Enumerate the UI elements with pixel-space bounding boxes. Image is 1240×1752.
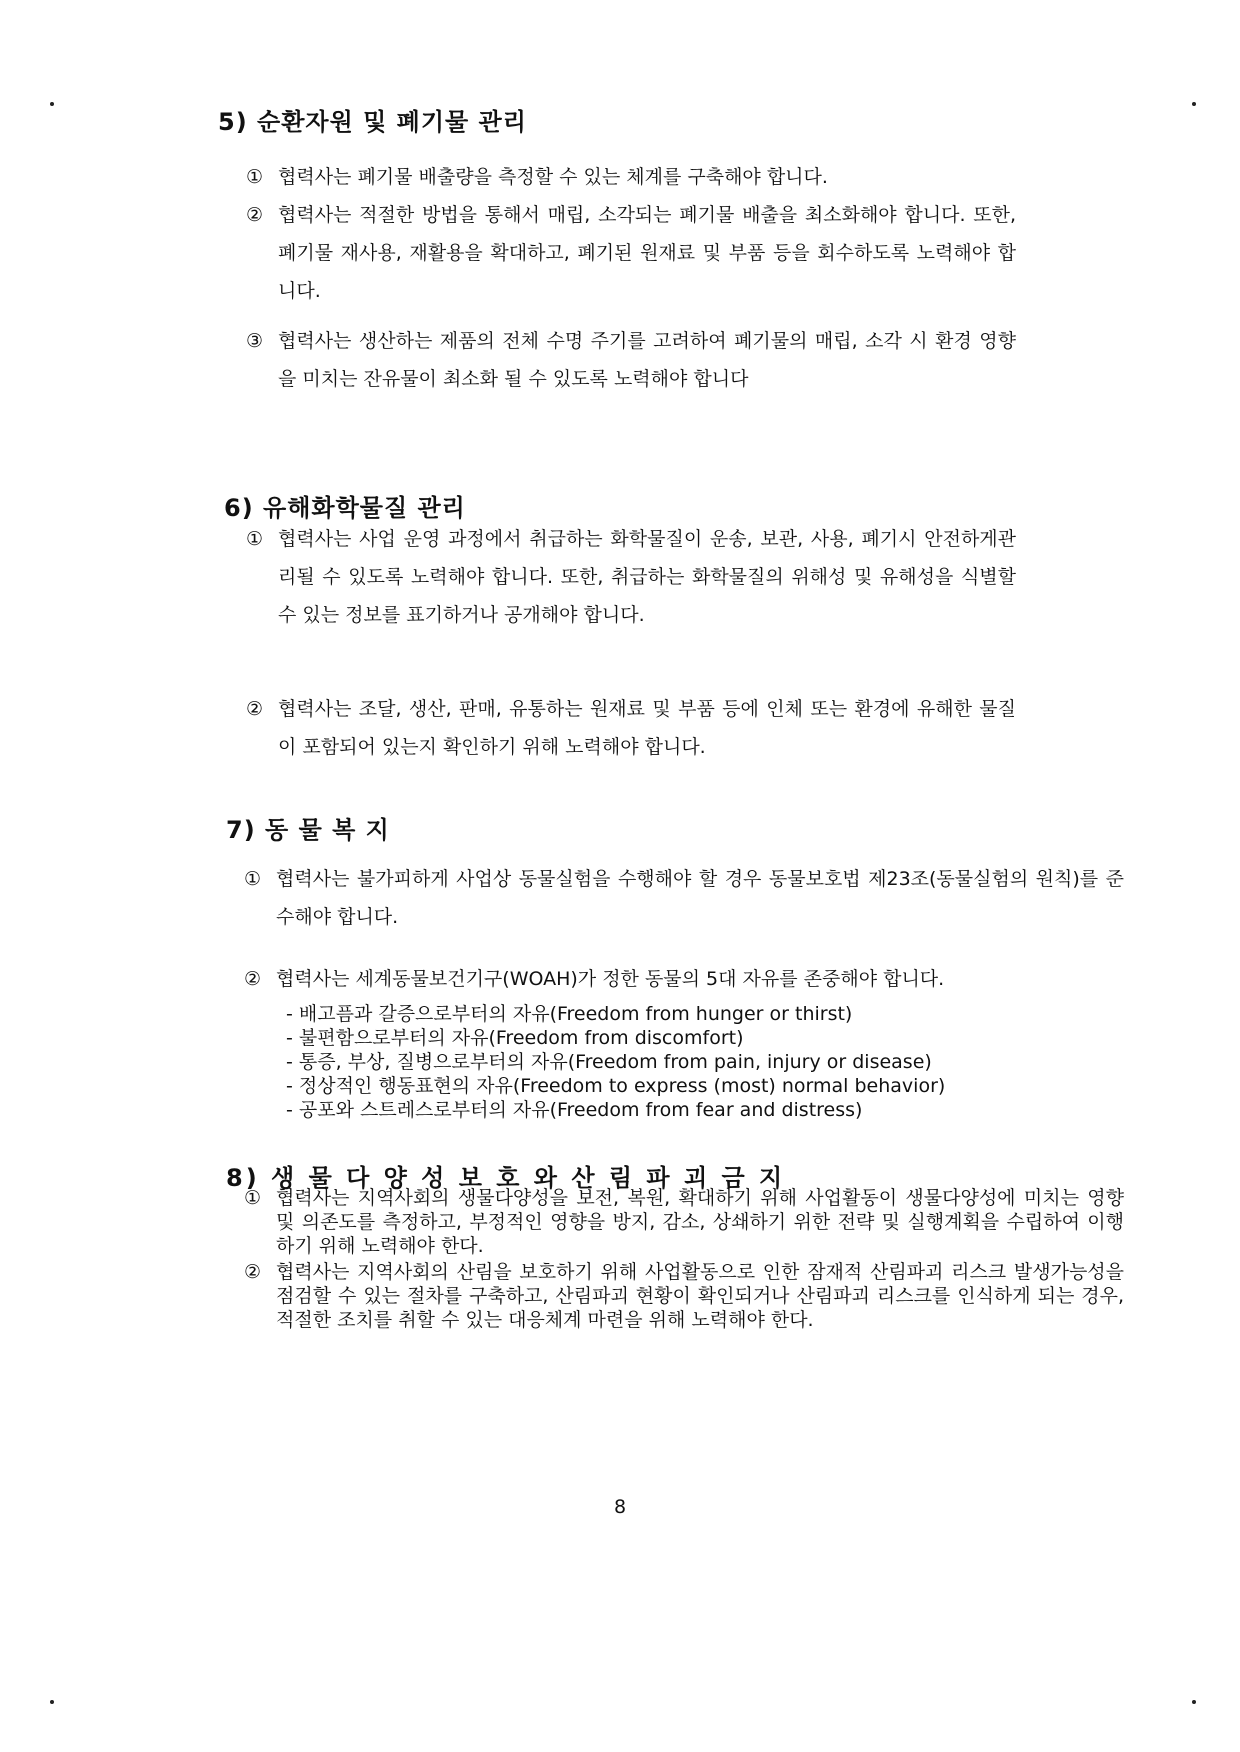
section-5-item-1: [246, 158, 1016, 196]
section-8-item-1: [244, 1186, 1124, 1258]
item-number: ②: [246, 698, 264, 720]
item-text: 협력사는 지역사회의 생물다양성을 보전, 복원, 확대하기 위해 사업활동이 생물다양성에 미치는 영향 및 의존도를 측정하고, 부정적인 영향을 방지, 감소, 상쇄하기 위한 전략 및 실행계획을 수립하여 이행하기 위해 노력해야 한다.: [276, 1187, 1124, 1257]
corner-mark-bottom-right: [1192, 1700, 1196, 1704]
item-number: ①: [246, 166, 264, 188]
section-5-item-3: [246, 322, 1016, 398]
page-number: 8: [613, 1496, 627, 1518]
item-text: 협력사는 생산하는 제품의 전체 수명 주기를 고려하여 폐기물의 매립, 소각 시 환경 영향을 미치는 잔유물이 최소화 될 수 있도록 노력해야 합니다: [278, 330, 1016, 390]
item-text: 협력사는 불가피하게 사업상 동물실험을 수행해야 할 경우 동물보호법 제23조(동물실험의 원칙)를 준수해야 합니다.: [276, 868, 1124, 928]
section-8-item-2: [244, 1260, 1124, 1332]
item-text: 협력사는 세계동물보건기구(WOAH)가 정한 동물의 5대 자유를 존중해야 합니다.: [276, 968, 945, 990]
freedom-item: - 불편함으로부터의 자유(Freedom from discomfort): [286, 1027, 744, 1049]
item-number: ②: [244, 968, 262, 990]
section-7-item-1: [244, 860, 1124, 936]
section-7-title: 7) 동 물 복 지: [226, 816, 390, 844]
section-6-item-1: [246, 520, 1016, 634]
section-6-item-2: [246, 690, 1016, 766]
item-number: ①: [244, 868, 262, 890]
item-number: ①: [246, 528, 264, 550]
freedom-item: - 통증, 부상, 질병으로부터의 자유(Freedom from pain, injury or disease): [286, 1051, 932, 1073]
item-number: ①: [244, 1187, 262, 1209]
section-5-title: 5) 순환자원 및 폐기물 관리: [218, 108, 527, 136]
item-text: 협력사는 지역사회의 산림을 보호하기 위해 사업활동으로 인한 잠재적 산림파괴 리스크 발생가능성을 점검할 수 있는 절차를 구축하고, 산림파괴 현황이 확인되거나 산림파괴 리스크를 인식하게 되는 경우, 적절한 조치를 취할 수 있는 대응체계 마련을 위해 노력해야 한다.: [276, 1261, 1124, 1331]
item-text: 협력사는 사업 운영 과정에서 취급하는 화학물질이 운송, 보관, 사용, 폐기시 안전하게관리될 수 있도록 노력해야 합니다. 또한, 취급하는 화학물질의 위해성 및 유해성을 식별할 수 있는 정보를 표기하거나 공개해야 합니다.: [278, 528, 1016, 626]
corner-mark-bottom-left: [50, 1700, 54, 1704]
item-number: ③: [246, 330, 264, 352]
animal-freedoms-list: [286, 1002, 945, 1122]
item-text: 협력사는 적절한 방법을 통해서 매립, 소각되는 폐기물 배출을 최소화해야 합니다. 또한, 폐기물 재사용, 재활용을 확대하고, 폐기된 원재료 및 부품 등을 회수하도록 노력해야 합니다.: [278, 204, 1016, 302]
freedom-item: - 공포와 스트레스로부터의 자유(Freedom from fear and distress): [286, 1099, 863, 1121]
freedom-item: - 정상적인 행동표현의 자유(Freedom to express (most) normal behavior): [286, 1075, 946, 1097]
item-text: 협력사는 조달, 생산, 판매, 유통하는 원재료 및 부품 등에 인체 또는 환경에 유해한 물질이 포함되어 있는지 확인하기 위해 노력해야 합니다.: [278, 698, 1016, 758]
item-text: 협력사는 폐기물 배출량을 측정할 수 있는 체계를 구축해야 합니다.: [278, 166, 828, 188]
item-number: ②: [244, 1261, 262, 1283]
section-7-item-2: [244, 960, 1124, 998]
corner-mark-top-right: [1192, 102, 1196, 106]
section-8-title: 8) 생 물 다 양 성 보 호 와 산 림 파 괴 금 지: [226, 1164, 786, 1192]
item-number: ②: [246, 204, 264, 226]
corner-mark-top-left: [50, 102, 54, 106]
section-6-title: 6) 유해화학물질 관리: [224, 494, 466, 522]
section-5-item-2: [246, 196, 1016, 310]
freedom-item: - 배고픔과 갈증으로부터의 자유(Freedom from hunger or thirst): [286, 1003, 853, 1025]
